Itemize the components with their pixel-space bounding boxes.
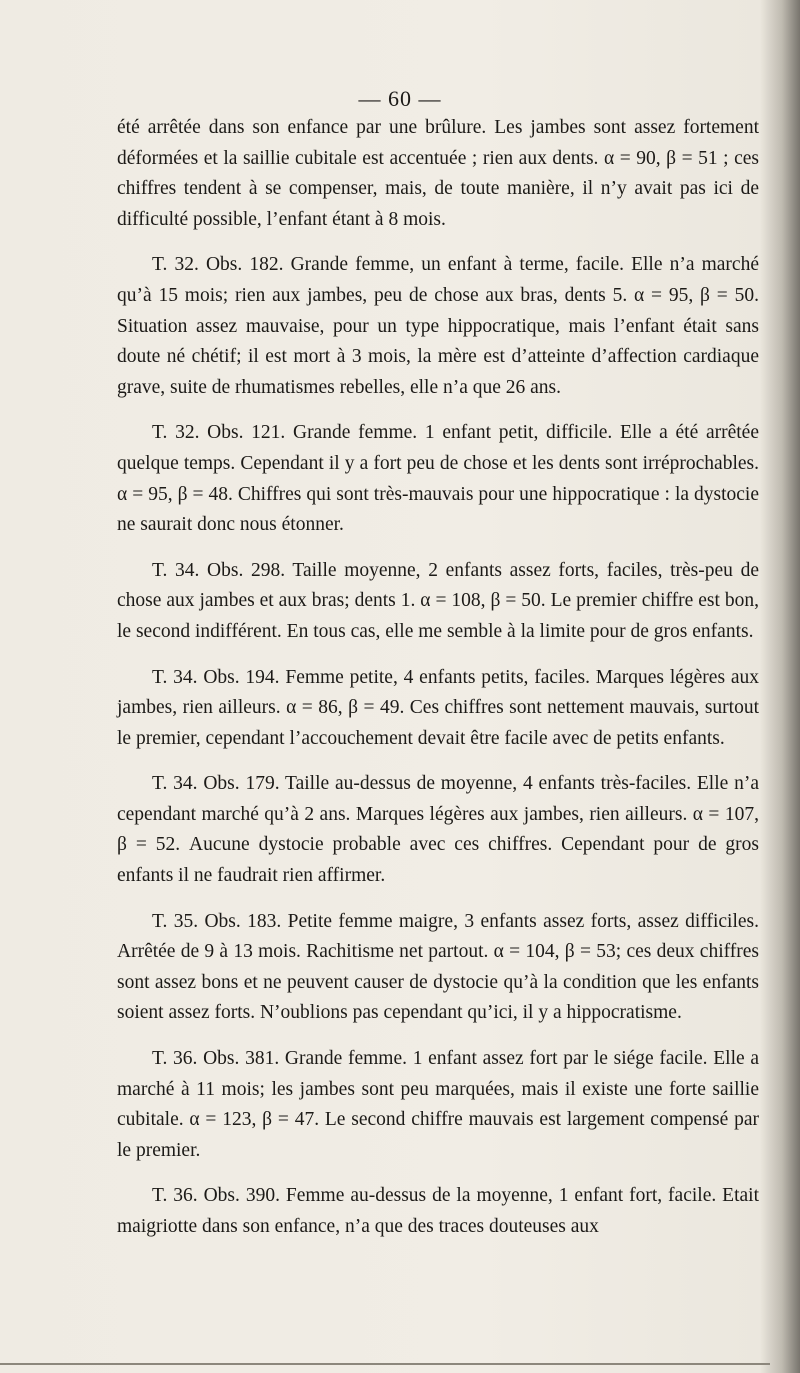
page-number: — 60 — [358, 86, 442, 111]
paragraph-obs-390: T. 36. Obs. 390. Femme au-dessus de la moyenne, 1 enfant fort, facile. Etait maigriotte dans son enfance, n’a que des traces douteuses aux [117, 1185, 759, 1237]
bottom-rule [0, 1363, 770, 1365]
paragraph-obs-182: T. 32. Obs. 182. Grande femme, un enfant à terme, facile. Elle n’a marché qu’à 15 mois; rien aux jambes, peu de chose aux bras, dents 5. α = 95, β = 50. Situation assez mauvaise, pour un type hippocratique, mais l’enfant était sans doute né chétif; il est mort à 3 mois, la mère est d’atteinte d’affection cardiaque grave, suite de rhumatismes rebelles, elle n’a que 26 ans. [117, 254, 759, 398]
paragraph-obs-381: T. 36. Obs. 381. Grande femme. 1 enfant assez fort par le siége facile. Elle a marché à 11 mois; les jambes sont peu marquées, mais il existe une forte saillie cubitale. α = 123, β = 47. Le second chiffre mauvais est largement compensé par le premier. [117, 1048, 759, 1161]
paragraph-obs-121: T. 32. Obs. 121. Grande femme. 1 enfant petit, difficile. Elle a été arrêtée quelque temps. Cependant il y a fort peu de chose et les dents sont irréprochables. α = 95, β = 48. Chiffres qui sont très-mauvais pour une hippocratique : la dystocie ne saurait donc nous étonner. [117, 422, 759, 536]
paragraph-continuation: été arrêtée dans son enfance par une brûlure. Les jambes sont assez fortement déformées et la saillie cubitale est accentuée ; rien aux dents. α = 90, β = 51 ; ces chiffres tendent à se compenser, mais, de toute manière, il n’y avait pas ici de difficulté possible, l’enfant étant à 8 mois. [117, 117, 759, 230]
paragraph-obs-298: T. 34. Obs. 298. Taille moyenne, 2 enfants assez forts, faciles, très-peu de chose aux jambes et aux bras; dents 1. α = 108, β = 50. Le premier chiffre est bon, le second indifférent. En tous cas, elle me semble à la limite pour de gros enfants. [117, 559, 759, 642]
body-text [117, 113, 759, 1258]
paragraph-obs-183: T. 35. Obs. 183. Petite femme maigre, 3 enfants assez forts, assez difficiles. Arrêtée de 9 à 13 mois. Rachitisme net partout. α = 104, β = 53; ces deux chiffres sont assez bons et ne peuvent causer de dystocie qu’à la condition que les enfants soient assez forts. N’oublions pas cependant qu’ici, il y a hippocratisme. [117, 910, 759, 1024]
paragraph-obs-194: T. 34. Obs. 194. Femme petite, 4 enfants petits, faciles. Marques légères aux jambes, rien ailleurs. α = 86, β = 49. Ces chiffres sont nettement mauvais, surtout le premier, cependant l’accouchement devait être facile avec de petits enfants. [117, 666, 759, 749]
paragraph-obs-179: T. 34. Obs. 179. Taille au-dessus de moyenne, 4 enfants très-faciles. Elle n’a cependant marché qu’à 2 ans. Marques légères aux jambes, rien ailleurs. α = 107, β = 52. Aucune dystocie probable avec ces chiffres. Cependant pour de gros enfants il ne faudrait rien affirmer. [117, 773, 759, 887]
page-edge-shadow [760, 0, 800, 1373]
